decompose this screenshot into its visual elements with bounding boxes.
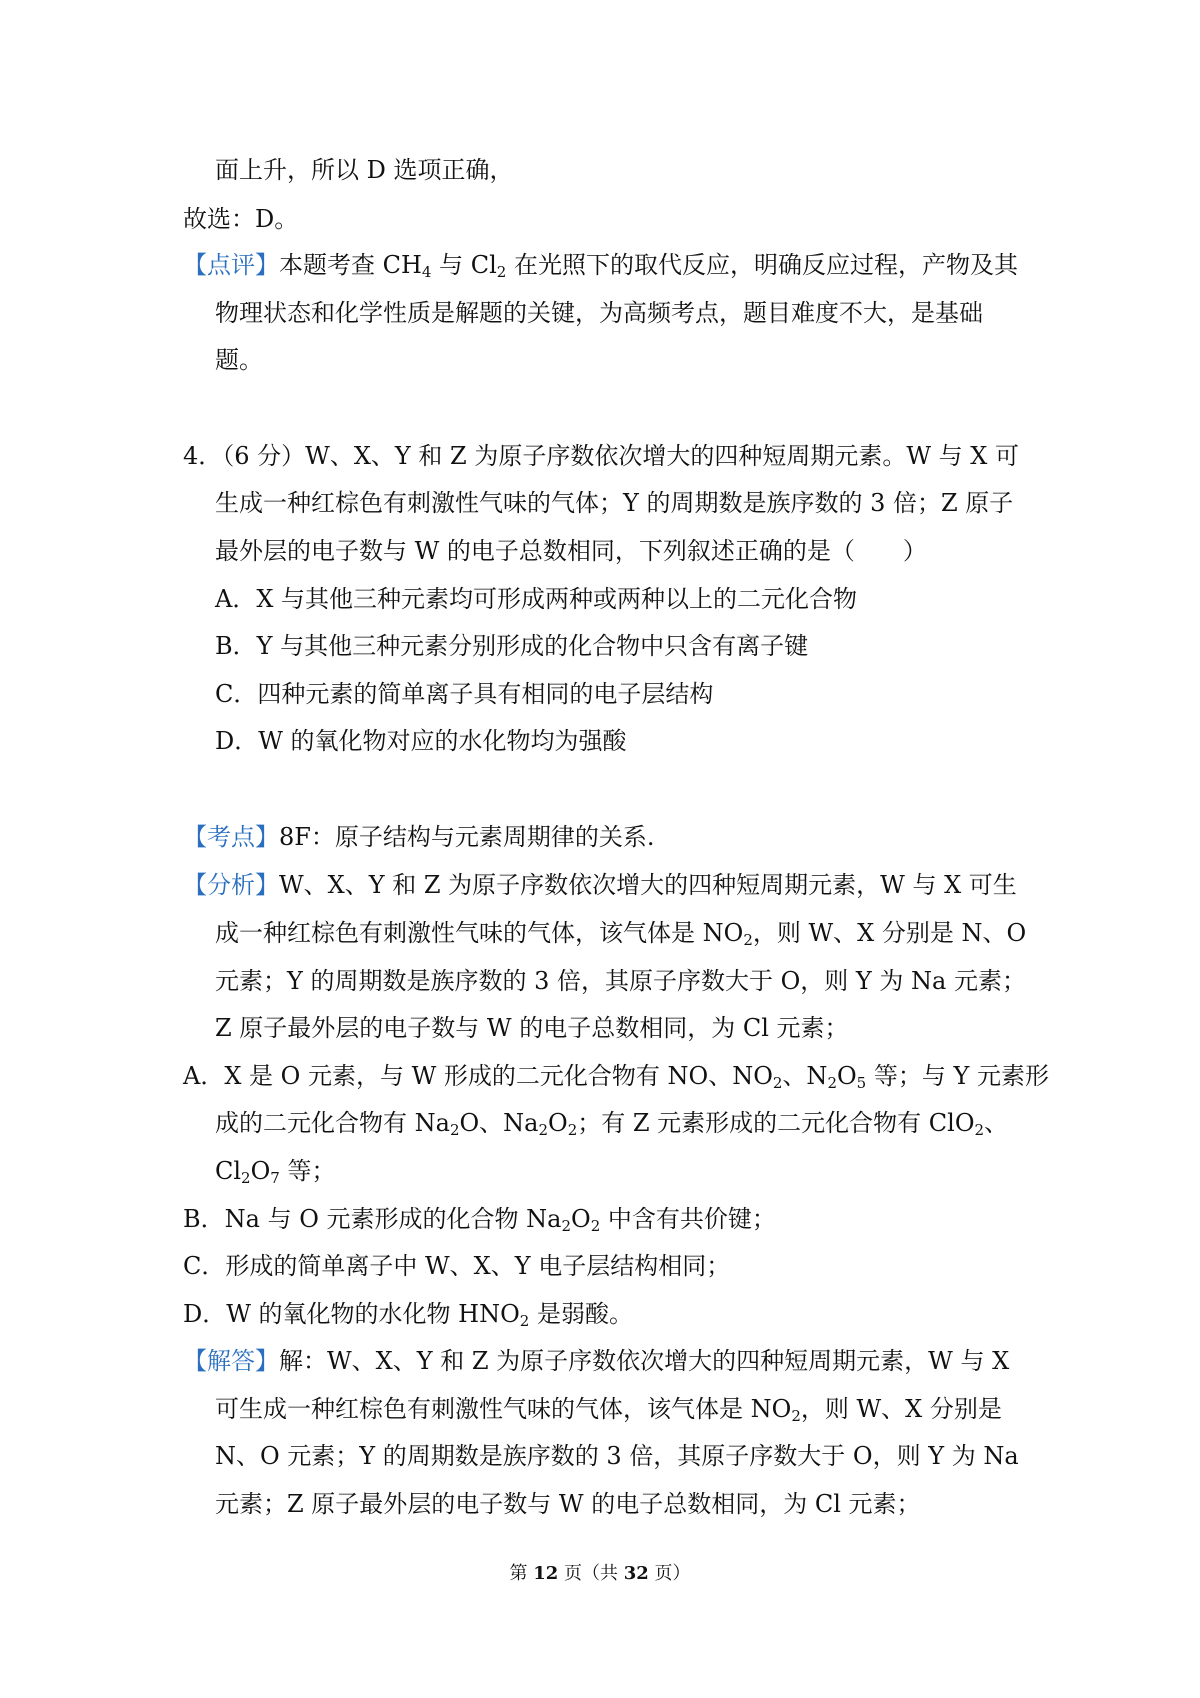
subscript: 2 (496, 263, 507, 281)
text: O (548, 1109, 568, 1137)
jieda-line (215, 1394, 1002, 1424)
subscript: 4 (421, 263, 432, 281)
subscript: 2 (241, 1169, 251, 1187)
option-d: D．W 的氧化物对应的水化物均为强酸 (215, 727, 627, 755)
text: ；有 Z 元素形成的二元化合物有 ClO (577, 1109, 975, 1137)
text: 、 (984, 1109, 1009, 1137)
text: O、Na (459, 1109, 539, 1137)
fenxi-option-a (183, 1061, 1049, 1091)
fenxi-line: 元素；Y 的周期数是族序数的 3 倍，其原子序数大于 O，则 Y 为 Na 元素； (215, 967, 1026, 995)
text: 页（共 (558, 1563, 624, 1584)
text: 与 Cl (431, 251, 497, 279)
text: 本题考查 CH (279, 251, 422, 279)
text: 在光照下的取代反应，明确反应过程，产物及其 (506, 251, 1018, 279)
text: 解：W、X、Y 和 Z 为原子序数依次增大的四种短周期元素，W 与 X (279, 1347, 1010, 1375)
kaodian-line (183, 822, 655, 852)
subscript: 2 (590, 1217, 601, 1235)
text: 成的二元化合物有 Na (215, 1109, 450, 1137)
jieda-line (183, 1346, 1009, 1376)
subscript: 2 (449, 1121, 460, 1139)
subscript: 5 (856, 1074, 867, 1092)
text: 、N (782, 1062, 828, 1090)
text: ，则 W、X 分别是 N、O (752, 919, 1027, 947)
fenxi-option-c: C．形成的简单离子中 W、X、Y 电子层结构相同； (183, 1252, 731, 1280)
fenxi-line: Z 原子最外层的电子数与 W 的电子总数相同，为 Cl 元素； (215, 1014, 849, 1042)
subscript: 2 (743, 931, 753, 949)
text: 页） (648, 1563, 691, 1584)
text: 8F：原子结构与元素周期律的关系. (279, 823, 655, 851)
question-stem: 生成一种红棕色有刺激性气味的气体；Y 的周期数是族序数的 3 倍；Z 原子 (215, 489, 1014, 517)
text-line: 面上升，所以 D 选项正确， (215, 156, 514, 184)
subscript: 2 (519, 1312, 530, 1330)
jieda-line: N、O 元素；Y 的周期数是族序数的 3 倍，其原子序数大于 O，则 Y 为 Na (215, 1442, 1019, 1470)
text: 第 (509, 1563, 534, 1584)
subscript: 2 (974, 1121, 985, 1139)
page-number: 12 (533, 1563, 559, 1584)
option-c: C．四种元素的简单离子具有相同的电子层结构 (215, 680, 714, 708)
fenxi-option-a (215, 1156, 335, 1186)
text: D．W 的氧化物的水化物 HNO (183, 1300, 520, 1328)
text: B．Na 与 O 元素形成的化合物 Na (183, 1205, 562, 1233)
subscript: 2 (567, 1121, 578, 1139)
text: O (836, 1062, 857, 1090)
fenxi-line (183, 870, 1017, 900)
fenxi-line (215, 918, 1026, 948)
text: 可生成一种红棕色有刺激性气味的气体，该气体是 NO (215, 1395, 792, 1423)
fenxi-option-d (183, 1299, 633, 1329)
text: O (571, 1205, 591, 1233)
fenxi-tag: 【分析】 (183, 871, 279, 899)
page-footer (0, 1562, 1200, 1586)
comment-line: 题。 (215, 346, 263, 374)
option-b: B．Y 与其他三种元素分别形成的化合物中只含有离子键 (215, 632, 809, 660)
subscript: 2 (538, 1121, 549, 1139)
question-stem: 4．（6 分）W、X、Y 和 Z 为原子序数依次增大的四种短周期元素。W 与 X 可 (183, 442, 1019, 470)
text: 等； (279, 1157, 336, 1185)
comment-line: 物理状态和化学性质是解题的关键，为高频考点，题目难度不大，是基础 (215, 299, 983, 327)
subscript: 2 (827, 1074, 837, 1092)
comment-tag: 【点评】 (183, 251, 279, 279)
answer-line: 故选：D。 (183, 205, 299, 233)
text: 中含有共价键； (600, 1205, 776, 1233)
kaodian-tag: 【考点】 (183, 823, 279, 851)
text: 成一种红棕色有刺激性气味的气体，该气体是 NO (215, 919, 744, 947)
subscript: 2 (791, 1407, 801, 1425)
subscript: 2 (561, 1217, 571, 1235)
jieda-tag: 【解答】 (183, 1347, 279, 1375)
text: W、X、Y 和 Z 为原子序数依次增大的四种短周期元素，W 与 X 可生 (279, 871, 1017, 899)
text: O (250, 1157, 271, 1185)
text: Cl (215, 1157, 242, 1185)
text: 等；与 Y 元素形 (866, 1062, 1049, 1090)
text: ，则 W、X 分别是 (800, 1395, 1002, 1423)
comment-line (183, 250, 1018, 280)
total-pages: 32 (623, 1563, 649, 1584)
subscript: 2 (772, 1074, 783, 1092)
text: 是弱酸。 (529, 1300, 633, 1328)
question-stem: 最外层的电子数与 W 的电子总数相同，下列叙述正确的是（ ） (215, 537, 927, 565)
subscript: 7 (270, 1169, 280, 1187)
jieda-line: 元素；Z 原子最外层的电子数与 W 的电子总数相同，为 Cl 元素； (215, 1490, 921, 1518)
text: A．X 是 O 元素，与 W 形成的二元化合物有 NO、NO (183, 1062, 773, 1090)
fenxi-option-a (215, 1108, 1008, 1138)
option-a: A．X 与其他三种元素均可形成两种或两种以上的二元化合物 (215, 585, 858, 613)
fenxi-option-b (183, 1204, 776, 1234)
